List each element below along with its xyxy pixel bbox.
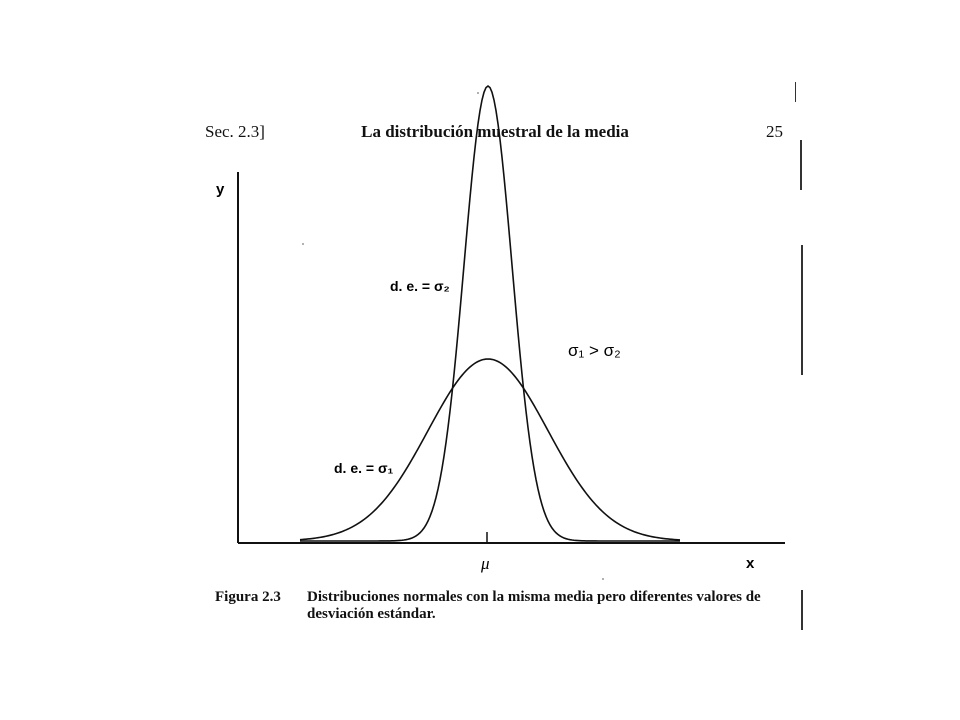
page-number: 25: [766, 122, 783, 141]
mean-label: μ: [481, 554, 490, 573]
section-reference: Sec. 2.3]: [205, 122, 265, 141]
figure-number: Figura 2.3: [215, 589, 281, 605]
scan-speck: [302, 243, 304, 245]
scan-edge-mark: [800, 140, 802, 190]
scan-edge-mark: [795, 82, 796, 102]
sigma-relation-label: σ₁ > σ₂: [568, 341, 621, 360]
page-title: La distribución muestral de la media: [361, 122, 629, 141]
scan-edge-mark: [801, 590, 803, 630]
caption-text: Distribuciones normales con la misma media pero diferentes valores de desviación estándar.: [307, 589, 761, 622]
y-axis-label: y: [216, 181, 225, 198]
narrow-curve-label: d. e. = σ₂: [390, 278, 450, 294]
x-axis-label: x: [746, 555, 755, 572]
scan-edge-mark: [801, 245, 803, 375]
figure-caption: [215, 589, 790, 623]
wide-curve-sigma1: [300, 359, 680, 540]
scan-speck: [602, 578, 604, 580]
wide-curve-label: d. e. = σ₁: [334, 460, 394, 476]
scan-speck: [477, 92, 479, 94]
